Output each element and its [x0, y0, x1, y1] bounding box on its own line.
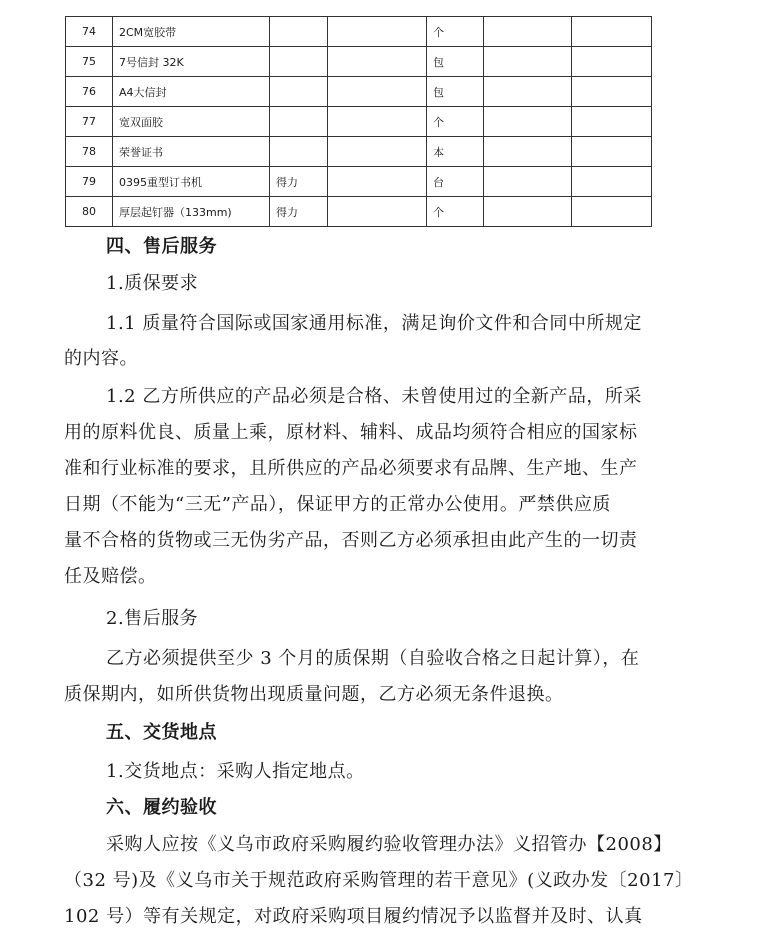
section4-sub1: 1.质保要求	[106, 273, 199, 294]
cell-qty	[484, 77, 572, 107]
cell-brand	[270, 47, 328, 77]
section4-heading: 四、售后服务	[106, 236, 217, 257]
cell-brand	[270, 77, 328, 107]
cell-no: 79	[66, 167, 113, 197]
cell-name: 厚层起钉器（133mm)	[113, 197, 270, 227]
table-row	[66, 107, 652, 137]
cell-name: 宽双面胶	[113, 107, 270, 137]
section4-p2-line2: 用的原料优良、质量上乘，原材料、辅料、成品均须符合相应的国家标	[64, 422, 638, 443]
table-row	[66, 77, 652, 107]
section4-p2-line5: 量不合格的货物或三无伪劣产品，否则乙方必须承担由此产生的一切责	[64, 530, 638, 551]
section4-sub2: 2.售后服务	[106, 608, 199, 629]
table-row	[66, 17, 652, 47]
cell-spec	[328, 107, 427, 137]
cell-qty	[484, 47, 572, 77]
section5-heading: 五、交货地点	[106, 722, 217, 743]
cell-qty	[484, 167, 572, 197]
section4-p2-line1: 1.2 乙方所供应的产品必须是合格、未曾使用过的全新产品，所采	[106, 386, 642, 407]
cell-spec	[328, 137, 427, 167]
cell-qty	[484, 17, 572, 47]
section6-p1-line2: （32 号)及《义乌市关于规范政府采购管理的若干意见》(义政办发〔2017〕	[64, 870, 694, 891]
cell-unit: 本	[427, 137, 484, 167]
table-row	[66, 167, 652, 197]
cell-name: 0395重型订书机	[113, 167, 270, 197]
section5-p1: 1.交货地点：采购人指定地点。	[106, 761, 365, 782]
section4-p2-line6: 任及赔偿。	[64, 566, 157, 587]
cell-unit: 个	[427, 197, 484, 227]
cell-qty	[484, 107, 572, 137]
section6-p1-line1: 采购人应按《义乌市政府采购履约验收管理办法》义招管办【2008】	[106, 834, 672, 855]
cell-qty	[484, 137, 572, 167]
cell-name: A4大信封	[113, 77, 270, 107]
cell-unit: 个	[427, 17, 484, 47]
section6-p1-line3: 102 号）等有关规定，对政府采购项目履约情况予以监督并及时、认真	[64, 906, 643, 927]
cell-name: 荣誉证书	[113, 137, 270, 167]
section6-heading: 六、履约验收	[106, 797, 217, 818]
section4-p1-line2: 的内容。	[64, 348, 138, 369]
section4-p3-line2: 质保期内，如所供货物出现质量问题，乙方必须无条件退换。	[64, 684, 564, 705]
cell-price	[572, 107, 652, 137]
cell-price	[572, 197, 652, 227]
cell-unit: 个	[427, 107, 484, 137]
section4-p2-line3: 准和行业标准的要求，且所供应的产品必须要求有品牌、生产地、生产	[64, 458, 638, 479]
cell-price	[572, 167, 652, 197]
cell-price	[572, 77, 652, 107]
items-table	[65, 16, 652, 227]
cell-spec	[328, 17, 427, 47]
cell-price	[572, 47, 652, 77]
cell-no: 76	[66, 77, 113, 107]
cell-brand	[270, 107, 328, 137]
cell-spec	[328, 77, 427, 107]
cell-brand: 得力	[270, 167, 328, 197]
cell-no: 77	[66, 107, 113, 137]
cell-spec	[328, 47, 427, 77]
section4-p3-line1: 乙方必须提供至少 3 个月的质保期（自验收合格之日起计算），在	[106, 648, 640, 669]
section4-p1-line1: 1.1 质量符合国际或国家通用标准，满足询价文件和合同中所规定	[106, 313, 642, 334]
table-row	[66, 137, 652, 167]
table-row	[66, 47, 652, 77]
cell-no: 75	[66, 47, 113, 77]
cell-unit: 包	[427, 77, 484, 107]
table-row	[66, 197, 652, 227]
section4-p2-line4: 日期（不能为“三无”产品），保证甲方的正常办公使用。严禁供应质	[64, 494, 611, 515]
cell-no: 74	[66, 17, 113, 47]
cell-brand	[270, 137, 328, 167]
cell-spec	[328, 167, 427, 197]
cell-unit: 台	[427, 167, 484, 197]
cell-no: 78	[66, 137, 113, 167]
cell-brand: 得力	[270, 197, 328, 227]
cell-qty	[484, 197, 572, 227]
cell-brand	[270, 17, 328, 47]
cell-name: 7号信封 32K	[113, 47, 270, 77]
cell-name: 2CM宽胶带	[113, 17, 270, 47]
cell-spec	[328, 197, 427, 227]
cell-price	[572, 137, 652, 167]
cell-no: 80	[66, 197, 113, 227]
cell-unit: 包	[427, 47, 484, 77]
cell-price	[572, 17, 652, 47]
